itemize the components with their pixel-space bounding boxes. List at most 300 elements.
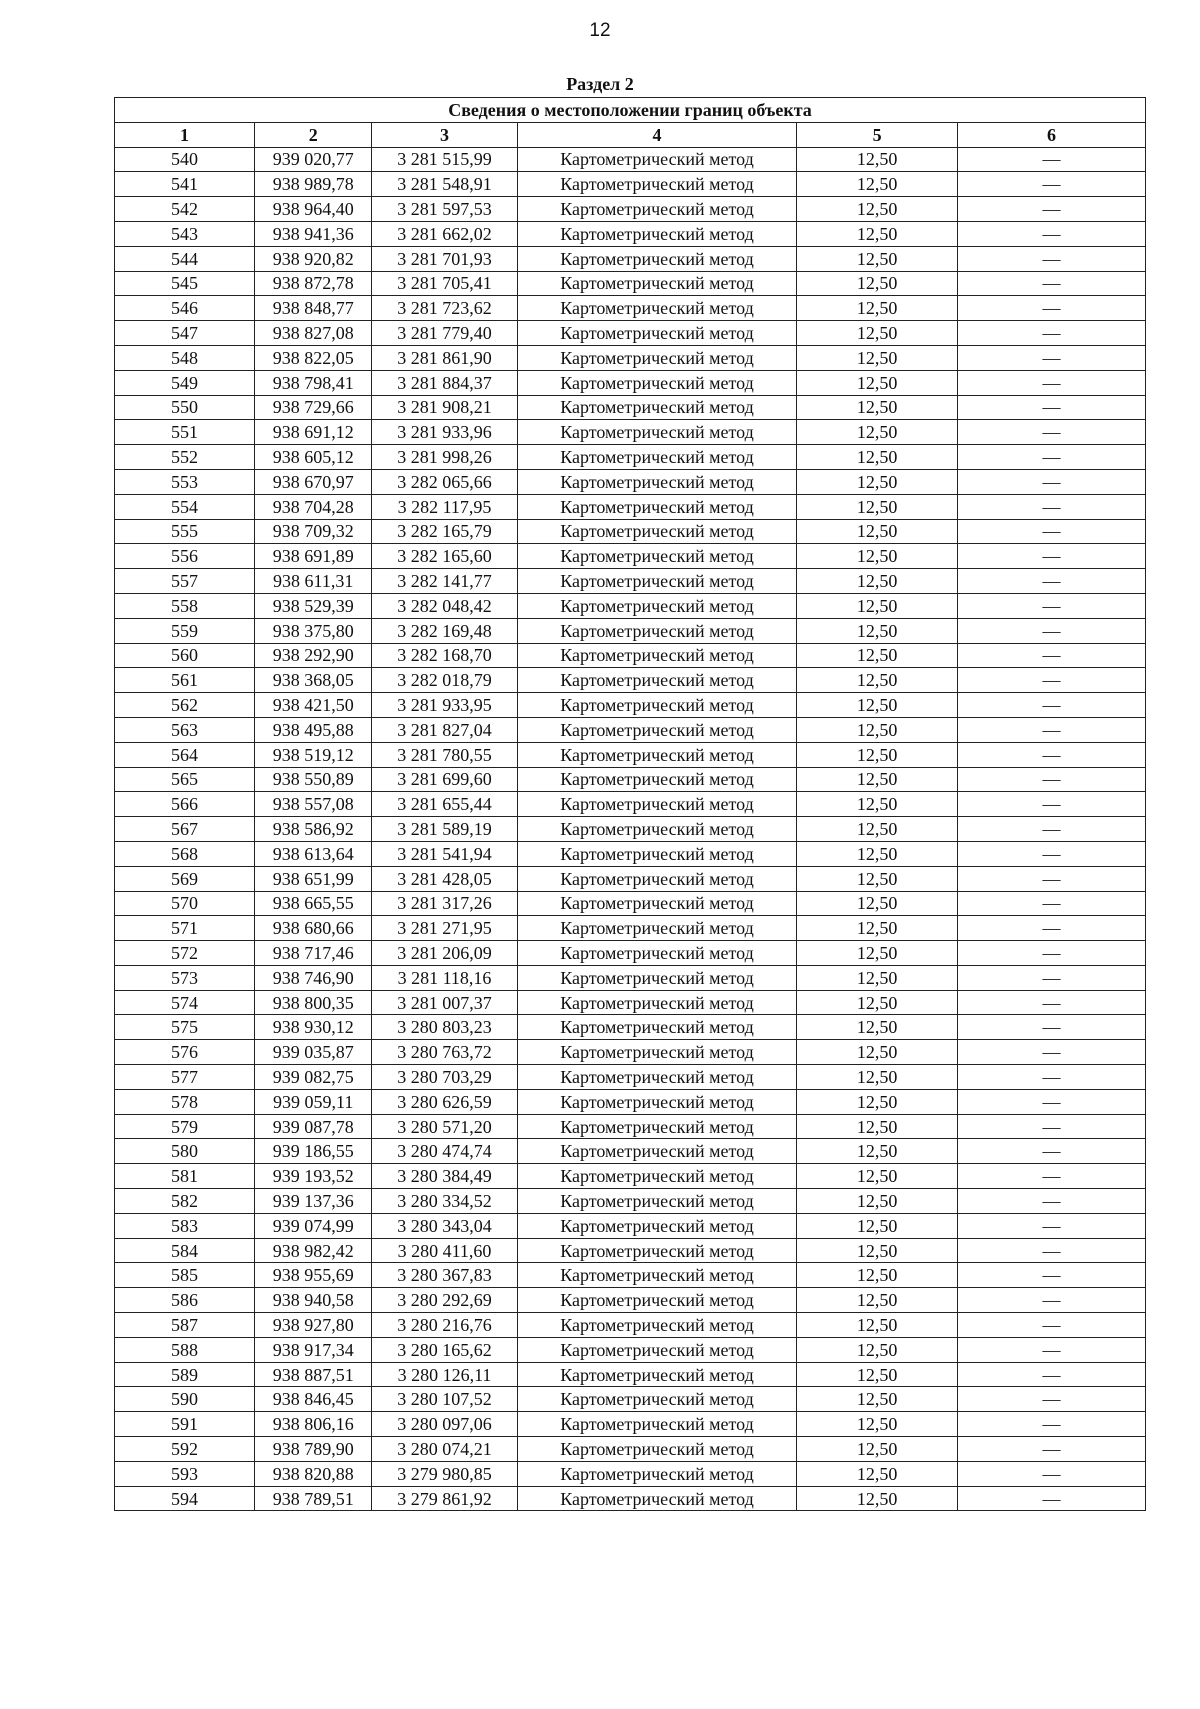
description-cell: — — [957, 1263, 1145, 1288]
description-cell: — — [957, 172, 1145, 197]
accuracy-cell: 12,50 — [797, 345, 957, 370]
y-coordinate-cell: 3 281 705,41 — [372, 271, 517, 296]
method-cell: Картометрический метод — [517, 221, 797, 246]
x-coordinate-cell: 938 680,66 — [254, 916, 371, 941]
description-cell: — — [957, 1437, 1145, 1462]
y-coordinate-cell: 3 281 206,09 — [372, 941, 517, 966]
method-cell: Картометрический метод — [517, 569, 797, 594]
description-cell: — — [957, 147, 1145, 172]
table-row — [115, 197, 1146, 222]
accuracy-cell: 12,50 — [797, 246, 957, 271]
point-number-cell: 581 — [115, 1164, 255, 1189]
table-row — [115, 916, 1146, 941]
y-coordinate-cell: 3 280 384,49 — [372, 1164, 517, 1189]
accuracy-cell: 12,50 — [797, 941, 957, 966]
x-coordinate-cell: 938 927,80 — [254, 1313, 371, 1338]
method-cell: Картометрический метод — [517, 494, 797, 519]
x-coordinate-cell: 938 691,89 — [254, 544, 371, 569]
method-cell: Картометрический метод — [517, 1486, 797, 1511]
description-cell: — — [957, 668, 1145, 693]
table-row — [115, 643, 1146, 668]
method-cell: Картометрический метод — [517, 767, 797, 792]
x-coordinate-cell: 938 846,45 — [254, 1387, 371, 1412]
point-number-cell: 541 — [115, 172, 255, 197]
method-cell: Картометрический метод — [517, 916, 797, 941]
x-coordinate-cell: 939 082,75 — [254, 1065, 371, 1090]
y-coordinate-cell: 3 280 216,76 — [372, 1313, 517, 1338]
table-row — [115, 271, 1146, 296]
y-coordinate-cell: 3 281 515,99 — [372, 147, 517, 172]
table-row — [115, 1114, 1146, 1139]
table-row — [115, 544, 1146, 569]
method-cell: Картометрический метод — [517, 147, 797, 172]
table-row — [115, 469, 1146, 494]
description-cell: — — [957, 1213, 1145, 1238]
description-cell: — — [957, 990, 1145, 1015]
description-cell: — — [957, 1313, 1145, 1338]
point-number-cell: 571 — [115, 916, 255, 941]
x-coordinate-cell: 938 665,55 — [254, 891, 371, 916]
point-number-cell: 570 — [115, 891, 255, 916]
accuracy-cell: 12,50 — [797, 1263, 957, 1288]
description-cell: — — [957, 593, 1145, 618]
y-coordinate-cell: 3 281 998,26 — [372, 445, 517, 470]
x-coordinate-cell: 938 789,51 — [254, 1486, 371, 1511]
method-cell: Картометрический метод — [517, 1437, 797, 1462]
table-row — [115, 1263, 1146, 1288]
y-coordinate-cell: 3 282 065,66 — [372, 469, 517, 494]
description-cell: — — [957, 965, 1145, 990]
table-caption: Сведения о местоположении границ объекта — [115, 98, 1146, 123]
description-cell: — — [957, 1089, 1145, 1114]
description-cell: — — [957, 1164, 1145, 1189]
point-number-cell: 540 — [115, 147, 255, 172]
description-cell: — — [957, 544, 1145, 569]
point-number-cell: 568 — [115, 841, 255, 866]
y-coordinate-cell: 3 281 861,90 — [372, 345, 517, 370]
table-row — [115, 1089, 1146, 1114]
y-coordinate-cell: 3 280 411,60 — [372, 1238, 517, 1263]
y-coordinate-cell: 3 280 571,20 — [372, 1114, 517, 1139]
method-cell: Картометрический метод — [517, 519, 797, 544]
point-number-cell: 559 — [115, 618, 255, 643]
description-cell: — — [957, 395, 1145, 420]
method-cell: Картометрический метод — [517, 717, 797, 742]
y-coordinate-cell: 3 280 074,21 — [372, 1437, 517, 1462]
x-coordinate-cell: 938 920,82 — [254, 246, 371, 271]
description-cell: — — [957, 618, 1145, 643]
x-coordinate-cell: 938 917,34 — [254, 1337, 371, 1362]
y-coordinate-cell: 3 280 292,69 — [372, 1288, 517, 1313]
x-coordinate-cell: 939 035,87 — [254, 1040, 371, 1065]
point-number-cell: 546 — [115, 296, 255, 321]
description-cell: — — [957, 1412, 1145, 1437]
accuracy-cell: 12,50 — [797, 271, 957, 296]
x-coordinate-cell: 938 605,12 — [254, 445, 371, 470]
x-coordinate-cell: 938 806,16 — [254, 1412, 371, 1437]
description-cell: — — [957, 1065, 1145, 1090]
point-number-cell: 556 — [115, 544, 255, 569]
table-row — [115, 841, 1146, 866]
accuracy-cell: 12,50 — [797, 519, 957, 544]
x-coordinate-cell: 938 800,35 — [254, 990, 371, 1015]
x-coordinate-cell: 938 964,40 — [254, 197, 371, 222]
method-cell: Картометрический метод — [517, 817, 797, 842]
table-row — [115, 445, 1146, 470]
x-coordinate-cell: 938 982,42 — [254, 1238, 371, 1263]
point-number-cell: 591 — [115, 1412, 255, 1437]
x-coordinate-cell: 938 651,99 — [254, 866, 371, 891]
description-cell: — — [957, 1362, 1145, 1387]
accuracy-cell: 12,50 — [797, 916, 957, 941]
x-coordinate-cell: 938 557,08 — [254, 792, 371, 817]
accuracy-cell: 12,50 — [797, 866, 957, 891]
y-coordinate-cell: 3 282 048,42 — [372, 593, 517, 618]
boundary-coordinates-table — [114, 97, 1146, 1511]
section-title: Раздел 2 — [566, 74, 634, 94]
x-coordinate-cell: 939 087,78 — [254, 1114, 371, 1139]
method-cell: Картометрический метод — [517, 370, 797, 395]
y-coordinate-cell: 3 279 980,85 — [372, 1461, 517, 1486]
x-coordinate-cell: 938 613,64 — [254, 841, 371, 866]
y-coordinate-cell: 3 279 861,92 — [372, 1486, 517, 1511]
method-cell: Картометрический метод — [517, 1362, 797, 1387]
y-coordinate-cell: 3 282 169,48 — [372, 618, 517, 643]
y-coordinate-cell: 3 280 165,62 — [372, 1337, 517, 1362]
method-cell: Картометрический метод — [517, 469, 797, 494]
point-number-cell: 543 — [115, 221, 255, 246]
point-number-cell: 566 — [115, 792, 255, 817]
point-number-cell: 590 — [115, 1387, 255, 1412]
method-cell: Картометрический метод — [517, 792, 797, 817]
accuracy-cell: 12,50 — [797, 1412, 957, 1437]
accuracy-cell: 12,50 — [797, 445, 957, 470]
accuracy-cell: 12,50 — [797, 717, 957, 742]
accuracy-cell: 12,50 — [797, 1313, 957, 1338]
x-coordinate-cell: 938 691,12 — [254, 420, 371, 445]
accuracy-cell: 12,50 — [797, 1461, 957, 1486]
point-number-cell: 545 — [115, 271, 255, 296]
description-cell: — — [957, 1114, 1145, 1139]
page-number: 12 — [589, 20, 611, 41]
point-number-cell: 557 — [115, 569, 255, 594]
column-header: 6 — [957, 122, 1145, 147]
table-row — [115, 1437, 1146, 1462]
description-cell: — — [957, 445, 1145, 470]
accuracy-cell: 12,50 — [797, 1288, 957, 1313]
x-coordinate-cell: 938 848,77 — [254, 296, 371, 321]
method-cell: Картометрический метод — [517, 990, 797, 1015]
description-cell: — — [957, 1015, 1145, 1040]
point-number-cell: 584 — [115, 1238, 255, 1263]
point-number-cell: 587 — [115, 1313, 255, 1338]
accuracy-cell: 12,50 — [797, 1015, 957, 1040]
method-cell: Картометрический метод — [517, 1238, 797, 1263]
y-coordinate-cell: 3 280 367,83 — [372, 1263, 517, 1288]
y-coordinate-cell: 3 281 933,95 — [372, 693, 517, 718]
description-cell: — — [957, 742, 1145, 767]
y-coordinate-cell: 3 282 141,77 — [372, 569, 517, 594]
y-coordinate-cell: 3 280 343,04 — [372, 1213, 517, 1238]
method-cell: Картометрический метод — [517, 1313, 797, 1338]
point-number-cell: 544 — [115, 246, 255, 271]
accuracy-cell: 12,50 — [797, 1040, 957, 1065]
accuracy-cell: 12,50 — [797, 1238, 957, 1263]
table-header-row — [115, 122, 1146, 147]
method-cell: Картометрический метод — [517, 1065, 797, 1090]
accuracy-cell: 12,50 — [797, 618, 957, 643]
table-row — [115, 941, 1146, 966]
table-row — [115, 147, 1146, 172]
accuracy-cell: 12,50 — [797, 172, 957, 197]
point-number-cell: 549 — [115, 370, 255, 395]
description-cell: — — [957, 321, 1145, 346]
accuracy-cell: 12,50 — [797, 1337, 957, 1362]
method-cell: Картометрический метод — [517, 321, 797, 346]
method-cell: Картометрический метод — [517, 1089, 797, 1114]
y-coordinate-cell: 3 280 126,11 — [372, 1362, 517, 1387]
x-coordinate-cell: 939 074,99 — [254, 1213, 371, 1238]
point-number-cell: 547 — [115, 321, 255, 346]
description-cell: — — [957, 717, 1145, 742]
point-number-cell: 578 — [115, 1089, 255, 1114]
method-cell: Картометрический метод — [517, 1337, 797, 1362]
method-cell: Картометрический метод — [517, 965, 797, 990]
point-number-cell: 554 — [115, 494, 255, 519]
method-cell: Картометрический метод — [517, 172, 797, 197]
x-coordinate-cell: 938 368,05 — [254, 668, 371, 693]
y-coordinate-cell: 3 281 597,53 — [372, 197, 517, 222]
x-coordinate-cell: 938 495,88 — [254, 717, 371, 742]
table-row — [115, 519, 1146, 544]
table-row — [115, 1213, 1146, 1238]
x-coordinate-cell: 938 519,12 — [254, 742, 371, 767]
table-row — [115, 246, 1146, 271]
accuracy-cell: 12,50 — [797, 1139, 957, 1164]
accuracy-cell: 12,50 — [797, 1189, 957, 1214]
x-coordinate-cell: 938 375,80 — [254, 618, 371, 643]
accuracy-cell: 12,50 — [797, 693, 957, 718]
x-coordinate-cell: 938 717,46 — [254, 941, 371, 966]
x-coordinate-cell: 938 872,78 — [254, 271, 371, 296]
y-coordinate-cell: 3 280 626,59 — [372, 1089, 517, 1114]
x-coordinate-cell: 938 822,05 — [254, 345, 371, 370]
point-number-cell: 574 — [115, 990, 255, 1015]
table-row — [115, 370, 1146, 395]
method-cell: Картометрический метод — [517, 693, 797, 718]
y-coordinate-cell: 3 281 541,94 — [372, 841, 517, 866]
table-body — [115, 147, 1146, 1511]
x-coordinate-cell: 938 421,50 — [254, 693, 371, 718]
accuracy-cell: 12,50 — [797, 990, 957, 1015]
y-coordinate-cell: 3 280 334,52 — [372, 1189, 517, 1214]
point-number-cell: 573 — [115, 965, 255, 990]
y-coordinate-cell: 3 281 271,95 — [372, 916, 517, 941]
y-coordinate-cell: 3 282 168,70 — [372, 643, 517, 668]
description-cell: — — [957, 494, 1145, 519]
x-coordinate-cell: 938 955,69 — [254, 1263, 371, 1288]
table-row — [115, 1065, 1146, 1090]
method-cell: Картометрический метод — [517, 345, 797, 370]
method-cell: Картометрический метод — [517, 668, 797, 693]
description-cell: — — [957, 916, 1145, 941]
x-coordinate-cell: 938 827,08 — [254, 321, 371, 346]
accuracy-cell: 12,50 — [797, 1362, 957, 1387]
accuracy-cell: 12,50 — [797, 668, 957, 693]
point-number-cell: 575 — [115, 1015, 255, 1040]
accuracy-cell: 12,50 — [797, 792, 957, 817]
y-coordinate-cell: 3 282 165,79 — [372, 519, 517, 544]
y-coordinate-cell: 3 280 703,29 — [372, 1065, 517, 1090]
table-row — [115, 891, 1146, 916]
method-cell: Картометрический метод — [517, 1164, 797, 1189]
accuracy-cell: 12,50 — [797, 1114, 957, 1139]
column-header: 5 — [797, 122, 957, 147]
accuracy-cell: 12,50 — [797, 1164, 957, 1189]
accuracy-cell: 12,50 — [797, 370, 957, 395]
accuracy-cell: 12,50 — [797, 1065, 957, 1090]
method-cell: Картометрический метод — [517, 1213, 797, 1238]
point-number-cell: 551 — [115, 420, 255, 445]
x-coordinate-cell: 938 709,32 — [254, 519, 371, 544]
y-coordinate-cell: 3 281 548,91 — [372, 172, 517, 197]
description-cell: — — [957, 370, 1145, 395]
accuracy-cell: 12,50 — [797, 965, 957, 990]
method-cell: Картометрический метод — [517, 1015, 797, 1040]
description-cell: — — [957, 469, 1145, 494]
method-cell: Картометрический метод — [517, 1387, 797, 1412]
method-cell: Картометрический метод — [517, 271, 797, 296]
method-cell: Картометрический метод — [517, 593, 797, 618]
y-coordinate-cell: 3 281 827,04 — [372, 717, 517, 742]
description-cell: — — [957, 1189, 1145, 1214]
description-cell: — — [957, 221, 1145, 246]
accuracy-cell: 12,50 — [797, 1486, 957, 1511]
accuracy-cell: 12,50 — [797, 742, 957, 767]
table-row — [115, 1337, 1146, 1362]
method-cell: Картометрический метод — [517, 1461, 797, 1486]
accuracy-cell: 12,50 — [797, 395, 957, 420]
table-row — [115, 792, 1146, 817]
accuracy-cell: 12,50 — [797, 544, 957, 569]
y-coordinate-cell: 3 281 317,26 — [372, 891, 517, 916]
table-row — [115, 1238, 1146, 1263]
description-cell: — — [957, 197, 1145, 222]
x-coordinate-cell: 938 670,97 — [254, 469, 371, 494]
point-number-cell: 594 — [115, 1486, 255, 1511]
table-row — [115, 742, 1146, 767]
table-row — [115, 717, 1146, 742]
table-row — [115, 1288, 1146, 1313]
description-cell: — — [957, 271, 1145, 296]
column-header: 1 — [115, 122, 255, 147]
method-cell: Картометрический метод — [517, 891, 797, 916]
table-row — [115, 1139, 1146, 1164]
description-cell: — — [957, 767, 1145, 792]
x-coordinate-cell: 938 292,90 — [254, 643, 371, 668]
point-number-cell: 592 — [115, 1437, 255, 1462]
method-cell: Картометрический метод — [517, 866, 797, 891]
method-cell: Картометрический метод — [517, 197, 797, 222]
table-row — [115, 1387, 1146, 1412]
accuracy-cell: 12,50 — [797, 147, 957, 172]
point-number-cell: 564 — [115, 742, 255, 767]
x-coordinate-cell: 938 798,41 — [254, 370, 371, 395]
description-cell: — — [957, 1337, 1145, 1362]
accuracy-cell: 12,50 — [797, 891, 957, 916]
accuracy-cell: 12,50 — [797, 1213, 957, 1238]
y-coordinate-cell: 3 281 589,19 — [372, 817, 517, 842]
method-cell: Картометрический метод — [517, 445, 797, 470]
method-cell: Картометрический метод — [517, 841, 797, 866]
table-row — [115, 990, 1146, 1015]
point-number-cell: 561 — [115, 668, 255, 693]
point-number-cell: 553 — [115, 469, 255, 494]
description-cell: — — [957, 1040, 1145, 1065]
description-cell: — — [957, 693, 1145, 718]
y-coordinate-cell: 3 281 933,96 — [372, 420, 517, 445]
table-row — [115, 1015, 1146, 1040]
method-cell: Картометрический метод — [517, 1114, 797, 1139]
accuracy-cell: 12,50 — [797, 593, 957, 618]
x-coordinate-cell: 938 746,90 — [254, 965, 371, 990]
description-cell: — — [957, 345, 1145, 370]
description-cell: — — [957, 1238, 1145, 1263]
method-cell: Картометрический метод — [517, 1040, 797, 1065]
y-coordinate-cell: 3 281 780,55 — [372, 742, 517, 767]
description-cell: — — [957, 519, 1145, 544]
y-coordinate-cell: 3 281 779,40 — [372, 321, 517, 346]
point-number-cell: 550 — [115, 395, 255, 420]
point-number-cell: 580 — [115, 1139, 255, 1164]
x-coordinate-cell: 938 820,88 — [254, 1461, 371, 1486]
y-coordinate-cell: 3 281 118,16 — [372, 965, 517, 990]
y-coordinate-cell: 3 282 117,95 — [372, 494, 517, 519]
table-row — [115, 767, 1146, 792]
x-coordinate-cell: 938 529,39 — [254, 593, 371, 618]
description-cell: — — [957, 866, 1145, 891]
table-row — [115, 221, 1146, 246]
point-number-cell: 555 — [115, 519, 255, 544]
column-header: 3 — [372, 122, 517, 147]
description-cell: — — [957, 1288, 1145, 1313]
point-number-cell: 569 — [115, 866, 255, 891]
description-cell: — — [957, 1387, 1145, 1412]
x-coordinate-cell: 938 550,89 — [254, 767, 371, 792]
table-row — [115, 593, 1146, 618]
point-number-cell: 579 — [115, 1114, 255, 1139]
accuracy-cell: 12,50 — [797, 569, 957, 594]
x-coordinate-cell: 938 729,66 — [254, 395, 371, 420]
method-cell: Картометрический метод — [517, 618, 797, 643]
accuracy-cell: 12,50 — [797, 643, 957, 668]
point-number-cell: 589 — [115, 1362, 255, 1387]
point-number-cell: 583 — [115, 1213, 255, 1238]
description-cell: — — [957, 420, 1145, 445]
description-cell: — — [957, 643, 1145, 668]
x-coordinate-cell: 938 941,36 — [254, 221, 371, 246]
point-number-cell: 562 — [115, 693, 255, 718]
description-cell: — — [957, 891, 1145, 916]
column-header: 4 — [517, 122, 797, 147]
x-coordinate-cell: 939 193,52 — [254, 1164, 371, 1189]
table-row — [115, 569, 1146, 594]
method-cell: Картометрический метод — [517, 296, 797, 321]
description-cell: — — [957, 1139, 1145, 1164]
table-row — [115, 420, 1146, 445]
y-coordinate-cell: 3 281 884,37 — [372, 370, 517, 395]
table-row — [115, 1164, 1146, 1189]
